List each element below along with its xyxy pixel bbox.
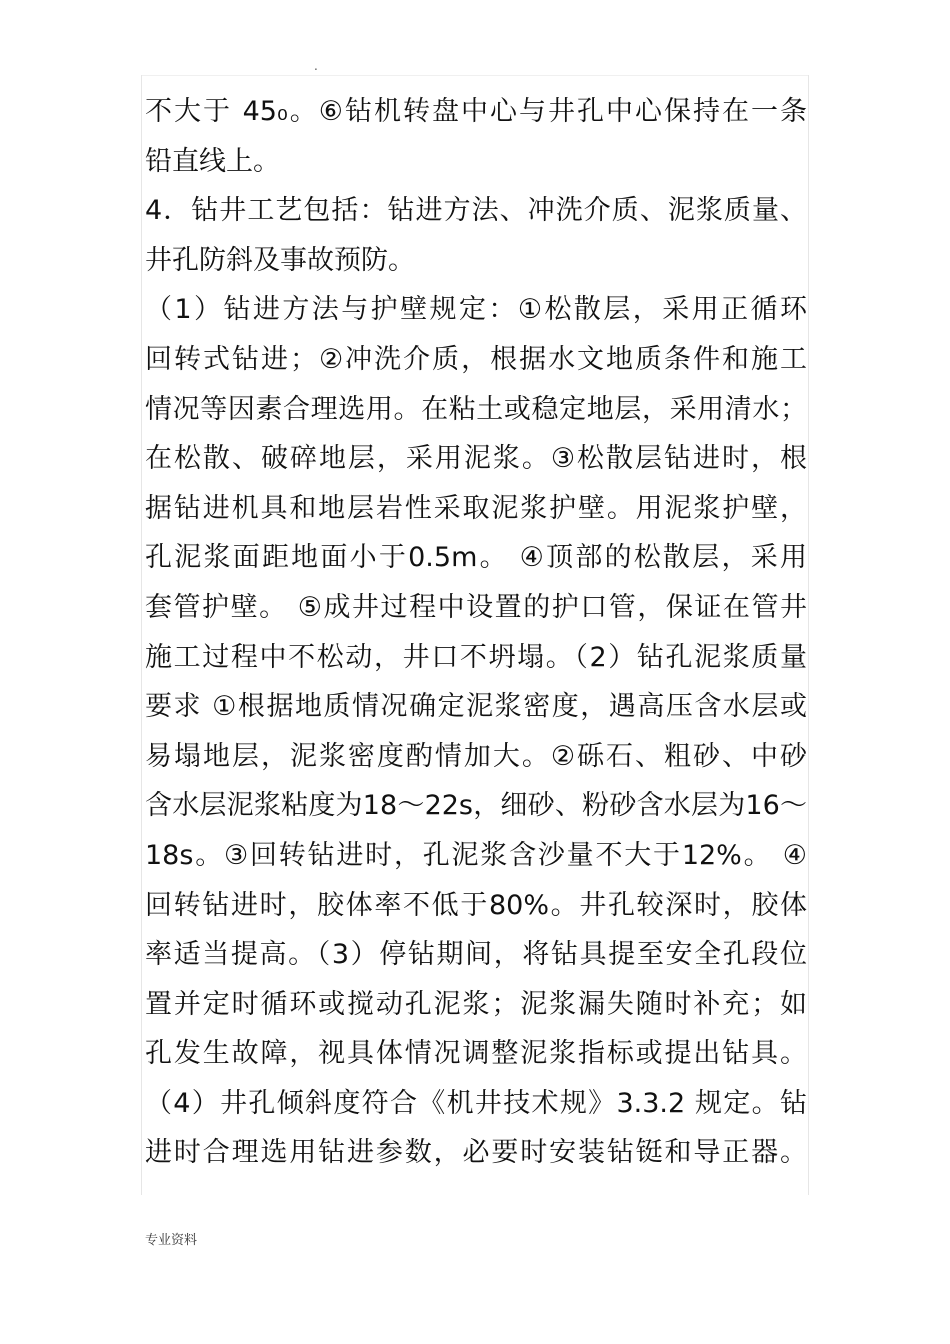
text-line-21: （4）井孔倾斜度符合《机井技术规》3.3.2 规定。钻 — [145, 1087, 807, 1119]
text-line-1: 不大于 45₀。⑥钻机转盘中心与井孔中心保持在一条 — [145, 96, 807, 127]
text-line-2: 铅直线上。 — [145, 145, 280, 177]
text-line-16: 18s。③回转钻进时，孔泥浆含沙量不大于12%。 ④ — [145, 839, 807, 871]
text-line-14: 易塌地层，泥浆密度酌情加大。②砾石、粗砂、中砂 — [145, 740, 807, 772]
text-line-18: 率适当提高。（3）停钻期间，将钻具提至安全孔段位 — [145, 939, 807, 971]
text-line-10: 孔泥浆面距地面小于0.5m。 ④顶部的松散层，采用 — [145, 542, 807, 574]
text-line-20: 孔发生故障，视具体情况调整泥浆指标或提出钻具。 — [145, 1038, 807, 1070]
document-body — [145, 87, 813, 1178]
text-line-6: 回转式钻进；②冲洗介质，根据水文地质条件和施工 — [145, 343, 807, 375]
text-line-8: 在松散、破碎地层，采用泥浆。③松散层钻进时，根 — [145, 443, 807, 475]
text-line-11: 套管护壁。 ⑤成井过程中设置的护口管，保证在管井 — [145, 591, 807, 623]
text-line-15: 含水层泥浆粘度为18～22s，细砂、粉砂含水层为16～ — [145, 790, 807, 822]
text-line-19: 置并定时循环或搅动孔泥浆；泥浆漏失随时补充；如 — [145, 988, 807, 1020]
text-line-13: 要求 ①根据地质情况确定泥浆密度，遇高压含水层或 — [145, 691, 807, 723]
text-line-9: 据钻进机具和地层岩性采取泥浆护壁。用泥浆护壁， — [145, 492, 807, 524]
text-line-7: 情况等因素合理选用。在粘土或稳定地层，采用清水； — [145, 393, 807, 425]
header-mark: . — [314, 59, 318, 73]
text-line-17: 回转钻进时，胶体率不低于80%。井孔较深时，胶体 — [145, 889, 807, 921]
text-line-5: （1）钻进方法与护壁规定：①松散层，采用正循环 — [145, 294, 807, 326]
text-line-22: 进时合理选用钻进参数，必要时安装钻铤和导正器。 — [145, 1137, 807, 1169]
footer-label: 专业资料 — [145, 1233, 198, 1248]
text-line-12: 施工过程中不松动，井口不坍塌。（2）钻孔泥浆质量 — [145, 641, 807, 673]
text-line-3: 4．钻井工艺包括：钻进方法、冲洗介质、泥浆质量、 — [145, 195, 807, 227]
text-line-4: 井孔防斜及事故预防。 — [145, 244, 415, 276]
